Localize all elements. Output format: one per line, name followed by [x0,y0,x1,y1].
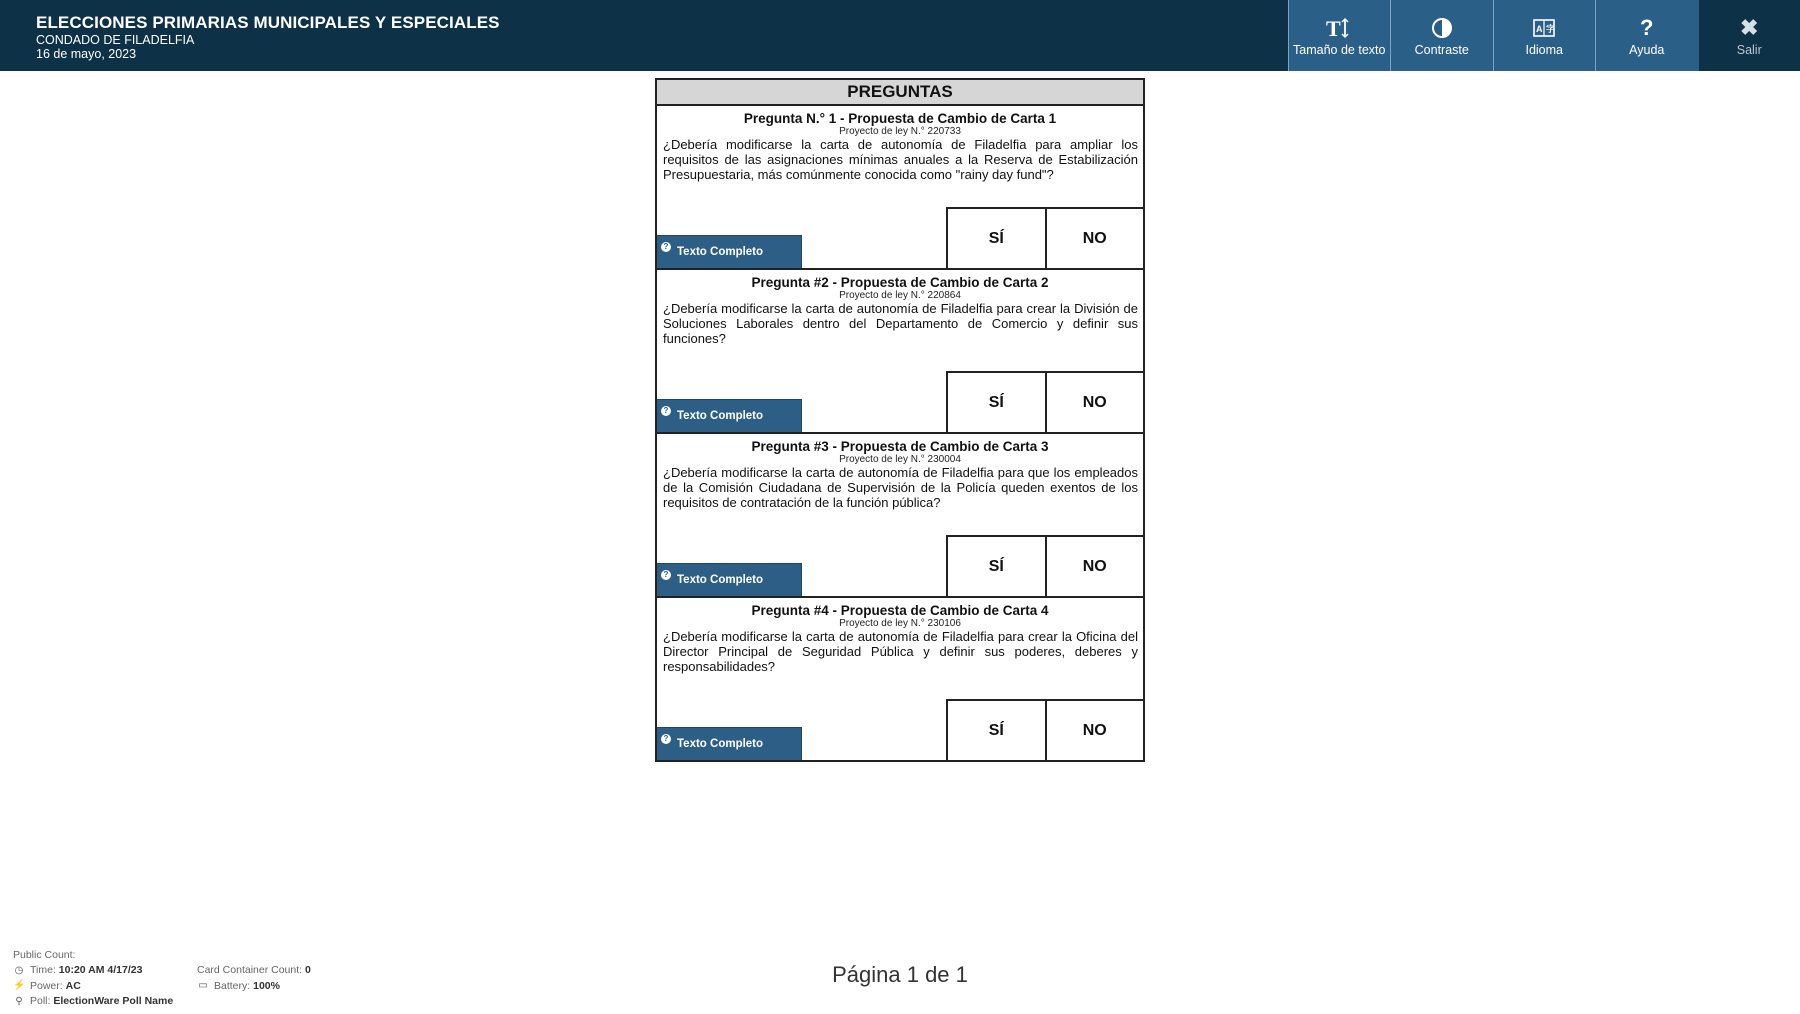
exit-label: Salir [1736,42,1762,57]
yes-option[interactable]: SÍ [946,535,1045,596]
power-plug-icon: ⚡ [13,980,26,992]
question-title: Pregunta N.° 1 - Propuesta de Cambio de Carta 1 [743,111,1057,126]
time-value: 10:20 AM 4/17/23 [58,964,143,977]
power-value: AC [65,979,81,992]
status-row [13,978,311,994]
county-name: CONDADO DE FILADELFIA [36,33,195,47]
yes-option[interactable]: SÍ [946,699,1045,760]
help-label: Ayuda [1629,42,1665,57]
full-text-label: Texto Completo [677,246,764,258]
full-text-label: Texto Completo [677,738,764,750]
answer-options [946,207,1143,268]
page-indicator: Página 1 de 1 [832,962,968,987]
full-text-button[interactable] [657,563,802,596]
accessibility-toolbar [1288,0,1800,71]
question-text: ¿Debería modificarse la carta de autonomía de Filadelfia para crear la División de Soluciones Laborales dentro del Departamento de Comercio y definir sus funciones? [663,301,1138,346]
election-title: ELECCIONES PRIMARIAS MUNICIPALES Y ESPECIALES [36,13,500,32]
full-text-button[interactable] [657,235,802,268]
answer-options [946,535,1143,596]
card-count-value: 0 [304,964,311,977]
battery-label: Battery: [214,979,251,992]
status-row [13,994,311,1010]
svg-text:字: 字 [1546,23,1556,34]
text-size-icon [1326,15,1352,41]
language-label: Idioma [1525,42,1564,57]
question-title: Pregunta #3 - Propuesta de Cambio de Carta 3 [751,439,1049,454]
battery-icon: ▭ [198,980,208,992]
answer-options [946,371,1143,432]
clock-icon: ◷ [14,964,24,976]
answer-options [946,699,1143,760]
machine-status [13,947,311,1009]
card-count-label: Card Container Count: [197,964,303,977]
full-text-label: Texto Completo [677,574,764,586]
question-bill-number: Proyecto de ley N.° 220733 [839,126,961,137]
battery-value: 100% [253,979,280,992]
question-bill-number: Proyecto de ley N.° 220864 [839,290,961,301]
contrast-icon [1431,15,1453,41]
no-option[interactable]: NO [1045,371,1144,432]
no-option[interactable]: NO [1045,699,1144,760]
contrast-button[interactable] [1390,0,1493,71]
help-button[interactable] [1595,0,1698,71]
question-title: Pregunta #4 - Propuesta de Cambio de Carta 4 [751,603,1049,618]
power-label: Power: [30,979,63,992]
yes-option[interactable]: SÍ [946,371,1045,432]
poll-value: ElectionWare Poll Name [53,995,174,1008]
no-option[interactable]: NO [1045,207,1144,268]
language-icon [1532,15,1556,41]
text-size-label: Tamaño de texto [1293,42,1386,57]
question-text: ¿Debería modificarse la carta de autonomía de Filadelfia para que los empleados de la Comisión Ciudadana de Supervisión de la Policía queden exentos de los requisitos de contratación de la función pública? [663,465,1138,510]
exit-button[interactable] [1698,0,1800,71]
poll-label: Poll: [30,995,51,1008]
text-size-button[interactable] [1288,0,1391,71]
public-count-label: Public Count: [13,948,76,961]
section-title: PREGUNTAS [657,80,1143,106]
help-icon: ? [1640,14,1654,40]
svg-text:A: A [1536,23,1543,34]
svg-text:T: T [1326,15,1341,40]
location-pin-icon: ⚲ [15,995,23,1007]
info-icon: ? [661,734,671,744]
question-text: ¿Debería modificarse la carta de autonomía de Filadelfia para ampliar los requisitos de las asignaciones mínimas anuales a la Reserva de Estabilización Presupuestaria, más comúnmente conocida como "rainy day fund"? [663,137,1138,182]
election-date: 16 de mayo, 2023 [36,47,137,61]
contrast-label: Contraste [1414,42,1469,57]
status-row [13,947,311,963]
question-card-1 [657,106,1143,270]
status-row [13,963,311,979]
app-header [0,0,1800,71]
question-bill-number: Proyecto de ley N.° 230106 [839,618,961,629]
question-card-2 [657,270,1143,434]
question-card-3 [657,434,1143,598]
full-text-button[interactable] [657,399,802,432]
question-text: ¿Debería modificarse la carta de autonomía de Filadelfia para crear la Oficina del Director Principal de Seguridad Pública y definir sus poderes, deberes y responsabilidades? [663,629,1138,674]
info-icon: ? [661,242,671,252]
time-label: Time: [30,964,56,977]
no-option[interactable]: NO [1045,535,1144,596]
ballot-questions-panel [655,78,1145,762]
info-icon: ? [661,406,671,416]
yes-option[interactable]: SÍ [946,207,1045,268]
info-icon: ? [661,570,671,580]
language-button[interactable] [1493,0,1596,71]
question-title: Pregunta #2 - Propuesta de Cambio de Carta 2 [751,275,1049,290]
close-icon: ✖ [1740,14,1759,40]
full-text-button[interactable] [657,727,802,760]
full-text-label: Texto Completo [677,410,764,422]
question-bill-number: Proyecto de ley N.° 230004 [839,454,961,465]
election-info [36,13,500,61]
question-card-4 [657,598,1143,760]
